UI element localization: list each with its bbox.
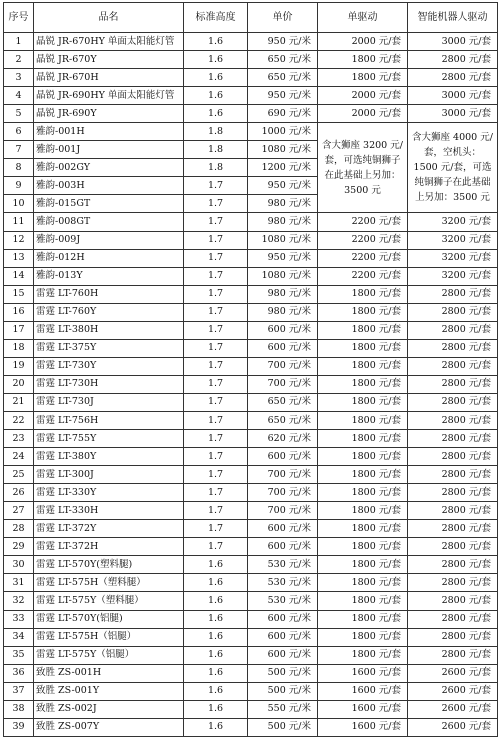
row-height: 1.7: [184, 448, 248, 466]
row-no: 32: [4, 592, 34, 610]
row-robot-drive: 3200 元/套: [408, 231, 498, 249]
row-height: 1.7: [184, 303, 248, 321]
row-height: 1.7: [184, 249, 248, 267]
row-no: 8: [4, 159, 34, 177]
row-name: 雷霆 LT-330Y: [34, 484, 184, 502]
row-no: 29: [4, 538, 34, 556]
row-height: 1.7: [184, 538, 248, 556]
row-price: 530 元/米: [248, 556, 318, 574]
table-row: [4, 375, 498, 393]
table-row: [4, 628, 498, 646]
header-row: [4, 3, 498, 33]
row-price: 1000 元/米: [248, 123, 318, 141]
row-name: 雅韵-015GT: [34, 195, 184, 213]
row-single-drive: 1800 元/套: [318, 502, 408, 520]
row-name: 雅韵-012H: [34, 249, 184, 267]
row-robot-drive: 2800 元/套: [408, 502, 498, 520]
row-price: 650 元/米: [248, 69, 318, 87]
table-row: [4, 267, 498, 285]
table-row: [4, 87, 498, 105]
row-price: 1200 元/米: [248, 159, 318, 177]
table-row: [4, 520, 498, 538]
row-price: 950 元/米: [248, 249, 318, 267]
row-price: 980 元/米: [248, 303, 318, 321]
row-height: 1.6: [184, 700, 248, 718]
row-robot-drive: 2800 元/套: [408, 556, 498, 574]
row-height: 1.7: [184, 195, 248, 213]
row-single-drive: 1800 元/套: [318, 51, 408, 69]
table-row: [4, 538, 498, 556]
header-robot-drive: 智能机器人驱动: [408, 3, 498, 33]
row-no: 10: [4, 195, 34, 213]
table-row: [4, 303, 498, 321]
row-price: 600 元/米: [248, 538, 318, 556]
row-robot-drive: 2800 元/套: [408, 321, 498, 339]
row-single-drive: 1800 元/套: [318, 69, 408, 87]
row-single-drive: 2000 元/套: [318, 105, 408, 123]
row-single-drive: 1800 元/套: [318, 466, 408, 484]
row-single-drive: 2200 元/套: [318, 249, 408, 267]
table-row: [4, 213, 498, 231]
row-height: 1.7: [184, 321, 248, 339]
row-no: 6: [4, 123, 34, 141]
row-single-drive: 2200 元/套: [318, 267, 408, 285]
row-single-drive: 1800 元/套: [318, 303, 408, 321]
row-name: 雷霆 LT-760H: [34, 285, 184, 303]
row-name: 雅韵-001J: [34, 141, 184, 159]
row-single-drive: 1800 元/套: [318, 430, 408, 448]
row-robot-drive: 2800 元/套: [408, 285, 498, 303]
row-height: 1.6: [184, 718, 248, 736]
row-no: 3: [4, 69, 34, 87]
row-name: 晶锐 JR-690Y: [34, 105, 184, 123]
row-robot-drive: 2800 元/套: [408, 51, 498, 69]
table-row: [4, 574, 498, 592]
row-robot-drive: 2800 元/套: [408, 430, 498, 448]
row-single-drive: 1800 元/套: [318, 484, 408, 502]
row-height: 1.7: [184, 502, 248, 520]
row-price: 980 元/米: [248, 285, 318, 303]
row-robot-drive: 3000 元/套: [408, 33, 498, 51]
row-height: 1.6: [184, 105, 248, 123]
table-row: [4, 411, 498, 429]
row-height: 1.6: [184, 574, 248, 592]
row-no: 24: [4, 448, 34, 466]
row-no: 31: [4, 574, 34, 592]
table-row: [4, 556, 498, 574]
row-single-drive: 1800 元/套: [318, 393, 408, 411]
row-name: 雅韵-013Y: [34, 267, 184, 285]
row-single-drive: 1800 元/套: [318, 357, 408, 375]
row-height: 1.6: [184, 33, 248, 51]
row-price: 700 元/米: [248, 484, 318, 502]
table-row: [4, 393, 498, 411]
table-row: [4, 105, 498, 123]
row-no: 5: [4, 105, 34, 123]
row-name: 雷霆 LT-570Y(塑料腿): [34, 556, 184, 574]
row-name: 雷霆 LT-575Y（铝腿）: [34, 646, 184, 664]
row-price: 530 元/米: [248, 574, 318, 592]
header-height: 标准高度: [184, 3, 248, 33]
table-row: [4, 610, 498, 628]
row-name: 致胜 ZS-007Y: [34, 718, 184, 736]
row-single-drive: 1800 元/套: [318, 411, 408, 429]
row-robot-drive: 2600 元/套: [408, 682, 498, 700]
row-price: 650 元/米: [248, 411, 318, 429]
row-height: 1.6: [184, 646, 248, 664]
row-price: 980 元/米: [248, 195, 318, 213]
row-single-drive: 1600 元/套: [318, 700, 408, 718]
row-robot-drive: 3000 元/套: [408, 105, 498, 123]
row-name: 雅韵-009J: [34, 231, 184, 249]
table-row: [4, 664, 498, 682]
row-robot-drive: 2600 元/套: [408, 664, 498, 682]
row-no: 23: [4, 430, 34, 448]
row-robot-drive: 2800 元/套: [408, 339, 498, 357]
row-single-drive: 1800 元/套: [318, 646, 408, 664]
row-robot-drive: 2800 元/套: [408, 69, 498, 87]
row-single-drive: 1800 元/套: [318, 520, 408, 538]
row-single-drive: 2000 元/套: [318, 87, 408, 105]
row-no: 13: [4, 249, 34, 267]
table-row: [4, 502, 498, 520]
row-price: 500 元/米: [248, 664, 318, 682]
row-single-drive: 2200 元/套: [318, 231, 408, 249]
table-row: [4, 592, 498, 610]
row-name: 雅韵-001H: [34, 123, 184, 141]
row-robot-drive: 2800 元/套: [408, 628, 498, 646]
row-no: 14: [4, 267, 34, 285]
row-robot-drive: 2800 元/套: [408, 303, 498, 321]
row-no: 30: [4, 556, 34, 574]
row-no: 36: [4, 664, 34, 682]
row-price: 1080 元/米: [248, 267, 318, 285]
row-height: 1.6: [184, 628, 248, 646]
row-name: 雷霆 LT-300J: [34, 466, 184, 484]
row-single-drive: 1800 元/套: [318, 574, 408, 592]
row-name: 致胜 ZS-002J: [34, 700, 184, 718]
row-robot-drive: 3000 元/套: [408, 87, 498, 105]
row-name: 雷霆 LT-730Y: [34, 357, 184, 375]
table-row: [4, 285, 498, 303]
row-price: 620 元/米: [248, 430, 318, 448]
row-single-drive: 1600 元/套: [318, 718, 408, 736]
row-price: 600 元/米: [248, 321, 318, 339]
row-price: 700 元/米: [248, 375, 318, 393]
table-row: [4, 51, 498, 69]
header-price: 单价: [248, 3, 318, 33]
row-robot-drive: 2800 元/套: [408, 592, 498, 610]
row-robot-drive: 2800 元/套: [408, 520, 498, 538]
row-price: 1080 元/米: [248, 231, 318, 249]
row-name: 雷霆 LT-760Y: [34, 303, 184, 321]
row-height: 1.6: [184, 610, 248, 628]
row-robot-drive: 2800 元/套: [408, 574, 498, 592]
row-single-drive: 1800 元/套: [318, 538, 408, 556]
row-price: 600 元/米: [248, 646, 318, 664]
row-height: 1.7: [184, 231, 248, 249]
row-no: 4: [4, 87, 34, 105]
table-row: [4, 249, 498, 267]
row-single-drive: 1600 元/套: [318, 664, 408, 682]
header-name: 品名: [34, 3, 184, 33]
row-price: 500 元/米: [248, 682, 318, 700]
row-name: 雅韵-003H: [34, 177, 184, 195]
row-name: 晶锐 JR-670HY 单面太阳能灯管: [34, 33, 184, 51]
row-name: 雅韵-002GY: [34, 159, 184, 177]
row-name: 晶锐 JR-670Y: [34, 51, 184, 69]
row-robot-drive: 2800 元/套: [408, 375, 498, 393]
row-robot-drive: 2600 元/套: [408, 718, 498, 736]
row-no: 33: [4, 610, 34, 628]
row-name: 雷霆 LT-570Y(铝腿): [34, 610, 184, 628]
row-no: 37: [4, 682, 34, 700]
row-no: 35: [4, 646, 34, 664]
row-height: 1.6: [184, 664, 248, 682]
row-name: 雷霆 LT-330H: [34, 502, 184, 520]
row-height: 1.6: [184, 556, 248, 574]
single-drive-note: 含大狮座 3200 元/套，可选纯铜狮子在此基础上另加：3500 元: [318, 123, 408, 213]
row-height: 1.7: [184, 393, 248, 411]
row-no: 18: [4, 339, 34, 357]
row-height: 1.6: [184, 51, 248, 69]
table-row: [4, 339, 498, 357]
table-row: [4, 484, 498, 502]
row-single-drive: 1800 元/套: [318, 556, 408, 574]
row-no: 19: [4, 357, 34, 375]
table-row: [4, 231, 498, 249]
row-no: 9: [4, 177, 34, 195]
row-height: 1.7: [184, 285, 248, 303]
row-no: 34: [4, 628, 34, 646]
row-no: 12: [4, 231, 34, 249]
row-single-drive: 1800 元/套: [318, 375, 408, 393]
row-no: 27: [4, 502, 34, 520]
header-no: 序号: [4, 3, 34, 33]
row-height: 1.7: [184, 520, 248, 538]
row-price: 950 元/米: [248, 33, 318, 51]
row-name: 雷霆 LT-730J: [34, 393, 184, 411]
header-single-drive: 单驱动: [318, 3, 408, 33]
table-body: [4, 33, 498, 737]
row-name: 雷霆 LT-380H: [34, 321, 184, 339]
row-robot-drive: 2800 元/套: [408, 411, 498, 429]
row-height: 1.7: [184, 267, 248, 285]
row-no: 1: [4, 33, 34, 51]
row-no: 7: [4, 141, 34, 159]
row-single-drive: 2000 元/套: [318, 33, 408, 51]
row-price: 700 元/米: [248, 357, 318, 375]
row-no: 15: [4, 285, 34, 303]
table-row: [4, 682, 498, 700]
row-robot-drive: 2800 元/套: [408, 646, 498, 664]
row-name: 雷霆 LT-730H: [34, 375, 184, 393]
row-no: 17: [4, 321, 34, 339]
row-height: 1.7: [184, 339, 248, 357]
row-height: 1.7: [184, 375, 248, 393]
row-height: 1.7: [184, 430, 248, 448]
row-single-drive: 1800 元/套: [318, 610, 408, 628]
row-no: 38: [4, 700, 34, 718]
row-height: 1.7: [184, 484, 248, 502]
row-price: 1080 元/米: [248, 141, 318, 159]
table-row: [4, 718, 498, 736]
row-single-drive: 1800 元/套: [318, 628, 408, 646]
row-height: 1.7: [184, 357, 248, 375]
row-single-drive: 1800 元/套: [318, 592, 408, 610]
row-robot-drive: 3200 元/套: [408, 267, 498, 285]
row-name: 雷霆 LT-380Y: [34, 448, 184, 466]
row-no: 16: [4, 303, 34, 321]
row-single-drive: 2200 元/套: [318, 213, 408, 231]
row-no: 11: [4, 213, 34, 231]
row-no: 26: [4, 484, 34, 502]
row-price: 650 元/米: [248, 393, 318, 411]
row-robot-drive: 2800 元/套: [408, 484, 498, 502]
row-name: 雷霆 LT-575Y（塑料腿）: [34, 592, 184, 610]
row-price: 600 元/米: [248, 628, 318, 646]
row-price: 500 元/米: [248, 718, 318, 736]
row-no: 21: [4, 393, 34, 411]
row-price: 950 元/米: [248, 177, 318, 195]
row-no: 28: [4, 520, 34, 538]
row-price: 980 元/米: [248, 213, 318, 231]
row-name: 雅韵-008GT: [34, 213, 184, 231]
row-price: 600 元/米: [248, 520, 318, 538]
row-height: 1.6: [184, 69, 248, 87]
row-name: 晶锐 JR-690HY 单面太阳能灯管: [34, 87, 184, 105]
table-row: [4, 448, 498, 466]
row-single-drive: 1800 元/套: [318, 448, 408, 466]
table-row: [4, 69, 498, 87]
table-row: [4, 700, 498, 718]
row-price: 600 元/米: [248, 448, 318, 466]
row-single-drive: 1800 元/套: [318, 285, 408, 303]
row-height: 1.7: [184, 213, 248, 231]
row-name: 雷霆 LT-375Y: [34, 339, 184, 357]
row-price: 650 元/米: [248, 51, 318, 69]
row-name: 致胜 ZS-001Y: [34, 682, 184, 700]
row-price: 600 元/米: [248, 339, 318, 357]
row-no: 2: [4, 51, 34, 69]
row-robot-drive: 2800 元/套: [408, 538, 498, 556]
row-height: 1.6: [184, 592, 248, 610]
row-no: 22: [4, 411, 34, 429]
row-no: 25: [4, 466, 34, 484]
row-robot-drive: 2800 元/套: [408, 466, 498, 484]
row-robot-drive: 3200 元/套: [408, 249, 498, 267]
row-price: 950 元/米: [248, 87, 318, 105]
row-name: 雷霆 LT-756H: [34, 411, 184, 429]
row-price: 690 元/米: [248, 105, 318, 123]
row-price: 600 元/米: [248, 610, 318, 628]
row-no: 39: [4, 718, 34, 736]
table-row: [4, 123, 498, 141]
table-row: [4, 466, 498, 484]
price-table: [3, 2, 498, 737]
row-price: 700 元/米: [248, 502, 318, 520]
row-height: 1.7: [184, 411, 248, 429]
row-height: 1.7: [184, 466, 248, 484]
row-name: 雷霆 LT-372Y: [34, 520, 184, 538]
row-name: 雷霆 LT-575H（铝腿）: [34, 628, 184, 646]
row-robot-drive: 2800 元/套: [408, 610, 498, 628]
row-height: 1.8: [184, 141, 248, 159]
row-single-drive: 1800 元/套: [318, 321, 408, 339]
row-height: 1.7: [184, 177, 248, 195]
table-row: [4, 33, 498, 51]
row-single-drive: 1800 元/套: [318, 339, 408, 357]
row-price: 700 元/米: [248, 466, 318, 484]
row-single-drive: 1600 元/套: [318, 682, 408, 700]
row-price: 530 元/米: [248, 592, 318, 610]
row-robot-drive: 2800 元/套: [408, 448, 498, 466]
row-name: 雷霆 LT-755Y: [34, 430, 184, 448]
table-row: [4, 646, 498, 664]
table-row: [4, 321, 498, 339]
row-height: 1.8: [184, 123, 248, 141]
robot-drive-note: 含大狮座 4000 元/套，空机头：1500 元/套，可选纯铜狮子在此基础上另加：3500 元: [408, 123, 498, 213]
row-price: 550 元/米: [248, 700, 318, 718]
row-height: 1.6: [184, 87, 248, 105]
row-robot-drive: 3200 元/套: [408, 213, 498, 231]
table-row: [4, 357, 498, 375]
row-robot-drive: 2600 元/套: [408, 700, 498, 718]
row-no: 20: [4, 375, 34, 393]
row-height: 1.8: [184, 159, 248, 177]
table-row: [4, 430, 498, 448]
row-robot-drive: 2800 元/套: [408, 357, 498, 375]
row-name: 雷霆 LT-372H: [34, 538, 184, 556]
row-name: 雷霆 LT-575H（塑料腿）: [34, 574, 184, 592]
row-name: 致胜 ZS-001H: [34, 664, 184, 682]
row-height: 1.6: [184, 682, 248, 700]
row-robot-drive: 2800 元/套: [408, 393, 498, 411]
row-name: 晶锐 JR-670H: [34, 69, 184, 87]
